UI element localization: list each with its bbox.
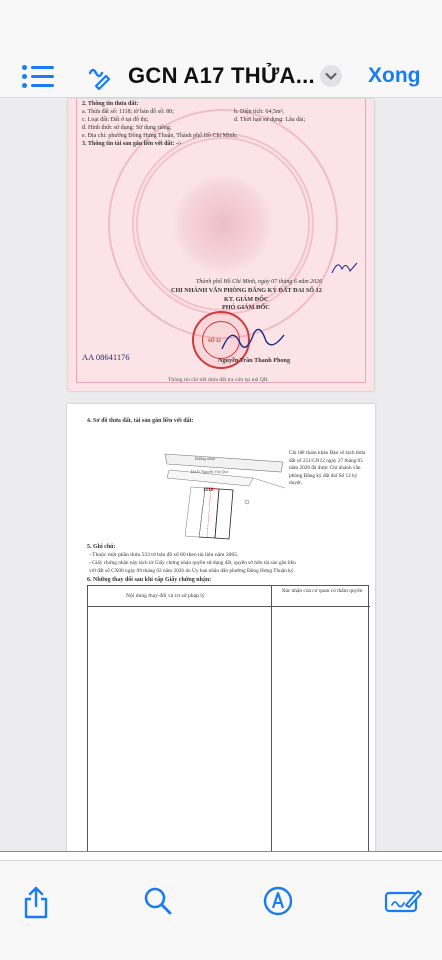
map-alley-label: Đư.D. Nguyễn Văn Quá bbox=[191, 470, 228, 474]
plot-address: e. Địa chỉ: phường Đông Hưng Thuận, Thành phố Hồ Chí Minh; bbox=[82, 133, 238, 139]
signature-mark-top bbox=[330, 257, 360, 277]
plot-area: b. Diện tích: 64,5m²; bbox=[234, 109, 284, 115]
bottom-toolbar bbox=[0, 860, 442, 960]
table-header-content: Nội dung thay đổi và cơ sở pháp lý bbox=[126, 593, 205, 599]
qr-note: Thông tin chi tiết thửa đất tra cứu tại mã QR. bbox=[168, 377, 269, 383]
top-navigation-bar bbox=[0, 0, 442, 98]
bronze-drum-watermark-center bbox=[172, 173, 274, 275]
section-5-title: 5. Ghi chú: bbox=[87, 544, 116, 550]
plot-site-map bbox=[157, 442, 297, 542]
plot-number: a. Thửa đất số: 1118; tờ bản đồ số: 80; bbox=[82, 109, 174, 115]
done-button[interactable]: Xong bbox=[368, 64, 421, 87]
note-3: với đất số CX08 ngày 09 tháng 02 năm 2026 do Ủy ban nhân dân phường Đông Hưng Thuận ký. bbox=[89, 568, 295, 574]
signature-edit-icon[interactable] bbox=[384, 885, 422, 917]
changes-table bbox=[87, 585, 369, 875]
official-red-stamp: SỐ 12 bbox=[192, 311, 250, 369]
certificate-page-1 bbox=[68, 99, 374, 391]
document-title[interactable]: GCN A17 THỬA... bbox=[128, 63, 315, 88]
document-viewer[interactable] bbox=[0, 99, 442, 860]
list-icon[interactable] bbox=[22, 64, 54, 90]
land-type: c. Loại đất: Đất ở tại đô thị; bbox=[82, 117, 149, 123]
section-6-title: 6. Những thay đổi sau khi cấp Giấy chứng nhận: bbox=[87, 577, 212, 583]
share-icon[interactable] bbox=[20, 885, 52, 917]
kt-director: KT. GIÁM ĐỐC bbox=[224, 296, 269, 303]
deputy-director: PHÓ GIÁM ĐỐC bbox=[222, 304, 270, 311]
markup-icon[interactable] bbox=[84, 62, 114, 92]
section-2-title: 2. Thông tin thửa đất: bbox=[82, 101, 139, 107]
usage-term: d. Thời hạn sử dụng: Lâu dài; bbox=[234, 117, 306, 123]
certificate-page-2 bbox=[67, 404, 375, 922]
table-header-confirmation: Xác nhận của cơ quan có thẩm quyền bbox=[281, 588, 363, 594]
search-icon[interactable] bbox=[142, 885, 174, 917]
note-2: - Giấy chứng nhận này tách từ Giấy chứng nhận quyền sử dụng đất, quyền sở hữu tài sản gắn liền bbox=[89, 560, 296, 566]
usage-form: đ. Hình thức sử dụng: Sử dụng riêng; bbox=[82, 125, 172, 131]
section-4-title: 4. Sơ đồ thửa đất, tài sản gắn liền với đất: bbox=[87, 418, 194, 424]
chevron-down-icon[interactable] bbox=[320, 65, 342, 87]
section-3-title: 3. Thông tin tài sản gắn liền với đất: -/- bbox=[82, 141, 182, 147]
map-plot-label: 1118 bbox=[203, 487, 214, 493]
issuing-office: CHI NHÁNH VĂN PHÒNG ĐĂNG KÝ ĐẤT ĐAI SỐ 12 bbox=[171, 287, 322, 294]
handwritten-signature bbox=[218, 321, 288, 357]
map-road-label: Đường nhựa bbox=[195, 456, 216, 461]
map-reference-note: Chi tiết tham khảo Bản vẽ tách thửa đất số 251/CN12 ngày 27 tháng 05 năm 2026 đã được Chi nhánh văn phòng Đăng ký đất đai Số 12 ký duyệt. bbox=[289, 450, 366, 487]
certificate-serial: AA 08641176 bbox=[82, 352, 130, 362]
signer-name: Nguyễn Trần Thanh Phong bbox=[218, 357, 291, 364]
place-and-date: Thành phố Hồ Chí Minh, ngày 07 tháng 6 năm 2026 bbox=[196, 279, 323, 285]
note-1: - Thuộc một phần thửa 533 tờ bản đồ số 80 theo tài liệu năm 2005. bbox=[89, 552, 239, 558]
markup-pen-icon[interactable] bbox=[262, 885, 294, 917]
